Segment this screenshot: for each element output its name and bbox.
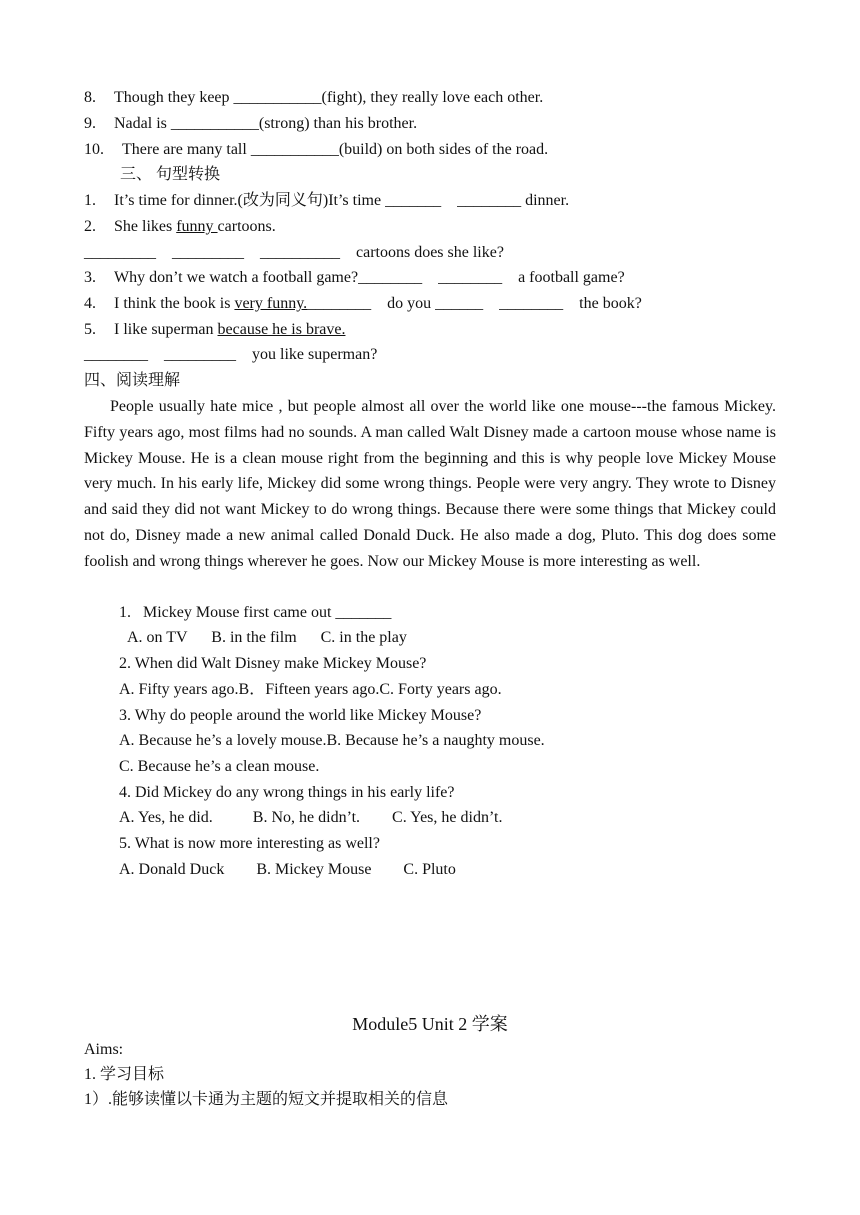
transform-question: It’s time for dinner.(改为同义句)It’s time _______ ________ dinner. [114, 192, 570, 209]
item-number: 9. [84, 115, 96, 132]
underlined-phrase: funny [176, 218, 218, 235]
reading-question: 2. When did Walt Disney make Mickey Mouse? [119, 655, 427, 672]
item-number: 3. [84, 269, 96, 286]
item-number: 10. [84, 141, 104, 158]
answer-options: A. on TV B. in the film C. in the play [127, 629, 407, 646]
answer-options: C. Because he’s a clean mouse. [119, 758, 320, 775]
item-number: 4. [84, 295, 96, 312]
answer-options: A. Fifty years ago.B．Fifteen years ago.C. Forty years ago. [119, 681, 502, 698]
item-number: 2. [84, 218, 96, 235]
answer-options: A. Because he’s a lovely mouse.B. Because he’s a naughty mouse. [119, 732, 545, 749]
answer-line: _________ _________ __________ cartoons does she like? [84, 244, 504, 261]
section3-heading: 三、 句型转换 [120, 166, 221, 183]
section4-heading: 四、阅读理解 [84, 372, 181, 389]
learning-goal-item: 1）.能够读懂以卡通为主题的短文并提取相关的信息 [84, 1091, 449, 1108]
underlined-phrase: very funny. [234, 295, 308, 312]
fill-item-text: Though they keep ___________(fight), they really love each other. [114, 89, 544, 106]
item-number: 8. [84, 89, 96, 106]
transform-question: I like superman because he is brave. [114, 321, 346, 338]
answer-options: A. Donald Duck B. Mickey Mouse C. Pluto [119, 861, 456, 878]
transform-question: Why don’t we watch a football game?________ ________ a football game? [114, 269, 625, 286]
reading-question: 4. Did Mickey do any wrong things in his early life? [119, 784, 455, 801]
item-number: 5. [84, 321, 96, 338]
item-number: 1. [84, 192, 96, 209]
aims-label: Aims: [84, 1041, 124, 1058]
answer-line: ________ _________ you like superman? [84, 346, 378, 363]
underlined-phrase: because he is brave. [217, 321, 346, 338]
module-title: Module5 Unit 2 学案 [352, 1014, 508, 1034]
reading-passage: People usually hate mice , but people almost all over the world like one mouse---the famous Mickey. Fifty years ago, most films had no sounds. A man called Walt Disney made a cartoon mouse whose name is Mickey Mouse. He is a clean mouse right from the beginning and this is why people love Mickey Mouse very much. In his early life, Mickey did some wrong things. People were very angry. They wrote to Disney and said they did not want Mickey to do wrong things. Because there were some things that Mickey could not do, Disney made a new animal called Donald Duck. He also made a dog, Pluto. This dog does some foolish and wrong things wherever he goes. Now our Mickey Mouse is more interesting as well. [84, 398, 776, 570]
fill-item-text: There are many tall ___________(build) on both sides of the road. [122, 141, 549, 158]
fill-item-text: Nadal is ___________(strong) than his brother. [114, 115, 418, 132]
transform-question: I think the book is very funny.________ do you ______ ________ the book? [114, 295, 642, 312]
transform-question: She likes funny cartoons. [114, 218, 276, 235]
reading-question: 5. What is now more interesting as well? [119, 835, 380, 852]
answer-options: A. Yes, he did. B. No, he didn’t. C. Yes, he didn’t. [119, 809, 503, 826]
reading-question: 1. Mickey Mouse first came out _______ [119, 604, 392, 621]
reading-question: 3. Why do people around the world like Mickey Mouse? [119, 707, 482, 724]
learning-goal-heading: 1. 学习目标 [84, 1066, 165, 1083]
